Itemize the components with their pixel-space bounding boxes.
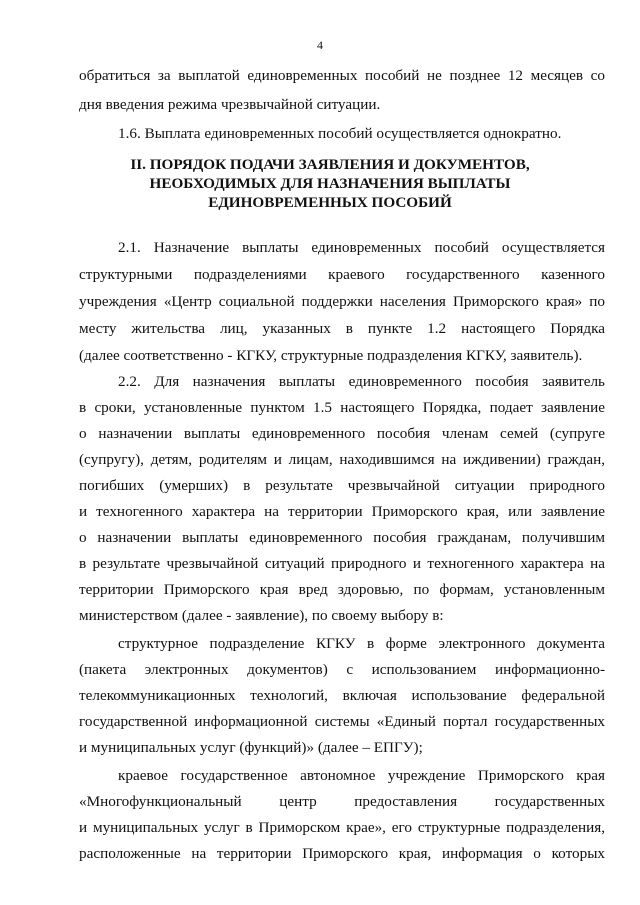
text-line: телекоммуникационных технологий, включая использование федеральной xyxy=(79,687,605,704)
text-line: расположенные на территории Приморского края, информация о которых xyxy=(79,845,605,862)
text-line: краевое государственное автономное учреждение Приморского края xyxy=(118,767,605,784)
text-line: и муниципальных услуг в Приморском крае», его структурные подразделения, xyxy=(79,819,605,836)
page-number: 4 xyxy=(317,38,323,52)
text-line: министерством (далее - заявление), по своему выбору в: xyxy=(79,607,444,624)
text-line: о назначении выплаты единовременного пособия гражданам, получившим xyxy=(79,529,605,546)
text-line: территории Приморского края вред здоровью, по формам, установленным xyxy=(79,581,605,598)
text-line: в сроки, установленные пунктом 1.5 настоящего Порядка, подает заявление xyxy=(79,399,605,416)
section-heading-line: II. ПОРЯДОК ПОДАЧИ ЗАЯВЛЕНИЯ И ДОКУМЕНТОВ, xyxy=(130,156,530,173)
text-line: и муниципальных услуг (функций)» (далее – ЕПГУ); xyxy=(79,739,423,756)
text-line: дня введения режима чрезвычайной ситуации. xyxy=(79,96,381,113)
text-line: государственной информационной системы «Единый портал государственных xyxy=(79,713,605,730)
text-line: о назначении выплаты единовременного пособия членам семей (супруге xyxy=(79,425,605,442)
text-line: (супругу), детям, родителям и лицам, находившимся на иждивении) граждан, xyxy=(79,451,605,468)
text-line: месту жительства лиц, указанных в пункте 1.2 настоящего Порядка xyxy=(79,320,605,337)
text-line: 2.2. Для назначения выплаты единовременного пособия заявитель xyxy=(118,373,605,390)
section-heading-line: ЕДИНОВРЕМЕННЫХ ПОСОБИЙ xyxy=(208,194,452,211)
section-heading-line: НЕОБХОДИМЫХ ДЛЯ НАЗНАЧЕНИЯ ВЫПЛАТЫ xyxy=(149,175,511,192)
text-line: учреждения «Центр социальной поддержки населения Приморского края» по xyxy=(79,293,605,310)
text-line: (пакета электронных документов) с использованием информационно- xyxy=(79,661,605,678)
text-line: погибших (умерших) в результате чрезвычайной ситуации природного xyxy=(79,477,605,494)
text-line: 2.1. Назначение выплаты единовременных пособий осуществляется xyxy=(118,239,605,256)
text-line: (далее соответственно - КГКУ, структурные подразделения КГКУ, заявитель). xyxy=(79,347,583,364)
text-line: «Многофункциональный центр предоставления государственных xyxy=(79,793,605,810)
text-line: и техногенного характера на территории Приморского края, или заявление xyxy=(79,503,605,520)
text-line: структурное подразделение КГКУ в форме электронного документа xyxy=(118,635,605,652)
text-line: обратиться за выплатой единовременных пособий не позднее 12 месяцев со xyxy=(79,67,605,84)
text-line: в результате чрезвычайной ситуаций природного и техногенного характера на xyxy=(79,555,605,572)
text-line: 1.6. Выплата единовременных пособий осуществляется однократно. xyxy=(118,125,562,142)
text-line: структурными подразделениями краевого государственного казенного xyxy=(79,266,605,283)
